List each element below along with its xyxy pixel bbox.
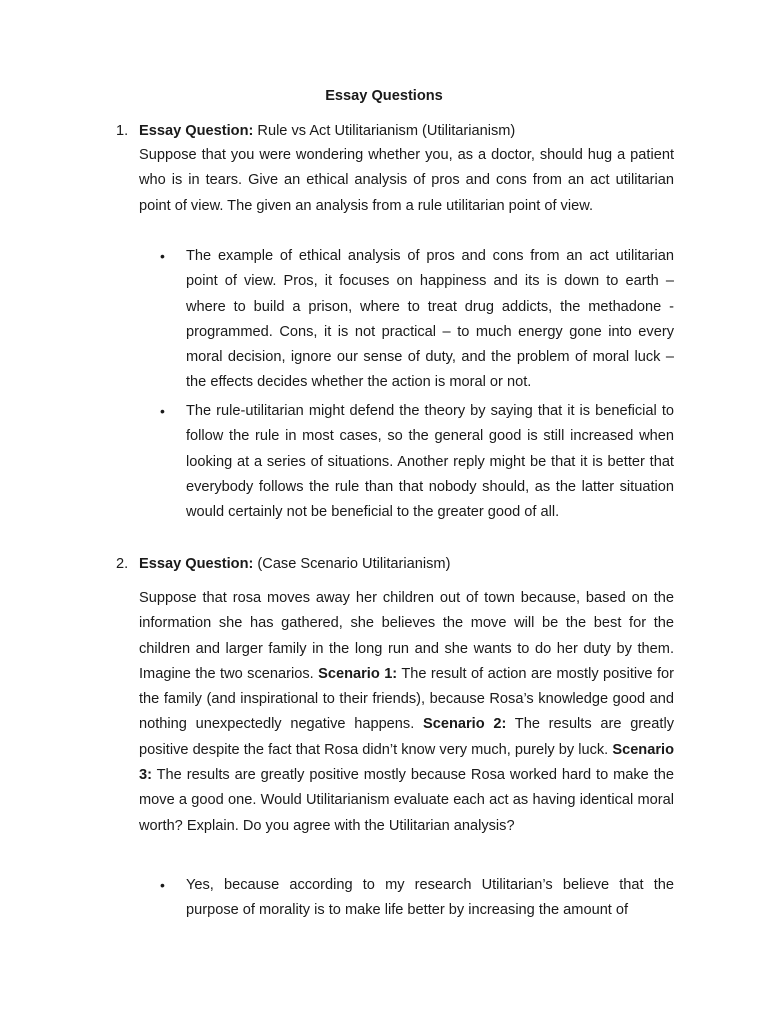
question-2-answer-1: Yes, because according to my research Utilitarian’s believe that the purpose of morality is to make life better by increasing the amount of (186, 877, 674, 919)
question-1-heading (116, 121, 515, 141)
question-2-prompt-part-1: Suppose that rosa moves away her children out of town because, based on the information she has gathered, she believes the move will be the best for the children and larger family in the long run and she wants to do her duty by them. Imagine the two scenarios. (139, 590, 674, 682)
question-1-number: 1. (116, 123, 129, 139)
question-2-prompt-part-3: The results are greatly positive despite the fact that Rosa didn’t know very much, purely by luck. (139, 716, 674, 758)
question-1-topic: Rule vs Act Utilitarianism (Utilitarianism) (253, 123, 516, 139)
question-1-prompt: Suppose that you were wondering whether you, as a doctor, should hug a patient who is in tears. Give an ethical analysis of pros and cons from an act utilitarian point of view. The given an analysis from a rule utilitarian point of view. (139, 147, 674, 214)
question-2-number: 2. (116, 556, 129, 572)
scenario-1-label: Scenario 1: (318, 665, 398, 682)
scenario-3-label: Scenario 3: (139, 741, 674, 784)
question-2-prompt-part-4: The results are greatly positive mostly because Rosa worked hard to make the move a good one. Would Utilitarianism evaluate each act as having identical moral worth? Explain. Do you agree with the Utilitarian analysis? (139, 767, 674, 834)
question-2-heading (116, 554, 450, 574)
question-2-prompt (139, 586, 674, 839)
bullet-icon: • (160, 403, 165, 419)
question-1-label: Essay Question: (139, 123, 254, 139)
question-1-answer-2: The rule-utilitarian might defend the theory by saying that it is beneficial to follow the rule in most cases, so the general good is still increased when looking at a series of situations. Another reply might be that it is better that everybody follows the rule than that nobody should, as the latter situation would certainly not be beneficial to the greater good of all. (186, 403, 674, 521)
bullet-icon: • (160, 248, 165, 264)
scenario-2-label: Scenario 2: (423, 716, 507, 733)
page-title: Essay Questions (325, 88, 443, 104)
question-1-answer-1: The example of ethical analysis of pros and cons from an act utilitarian point of view. Pros, it focuses on happiness and its is down to earth – where to build a prison, where to treat drug addicts, the methadone -programmed. Cons, it is not practical – to much energy gone into every moral decision, ignore our sense of duty, and the problem of moral luck – the effects decides whether the action is moral or not. (186, 248, 674, 391)
question-2-prompt-part-2: The result of action are mostly positive for the family (and inspirational to their friends), because Rosa’s knowledge good and nothing unexpectedly negative happens. (139, 665, 674, 733)
bullet-icon: • (160, 877, 165, 893)
question-2-topic: (Case Scenario Utilitarianism) (253, 556, 451, 572)
question-2-label: Essay Question: (139, 556, 254, 572)
